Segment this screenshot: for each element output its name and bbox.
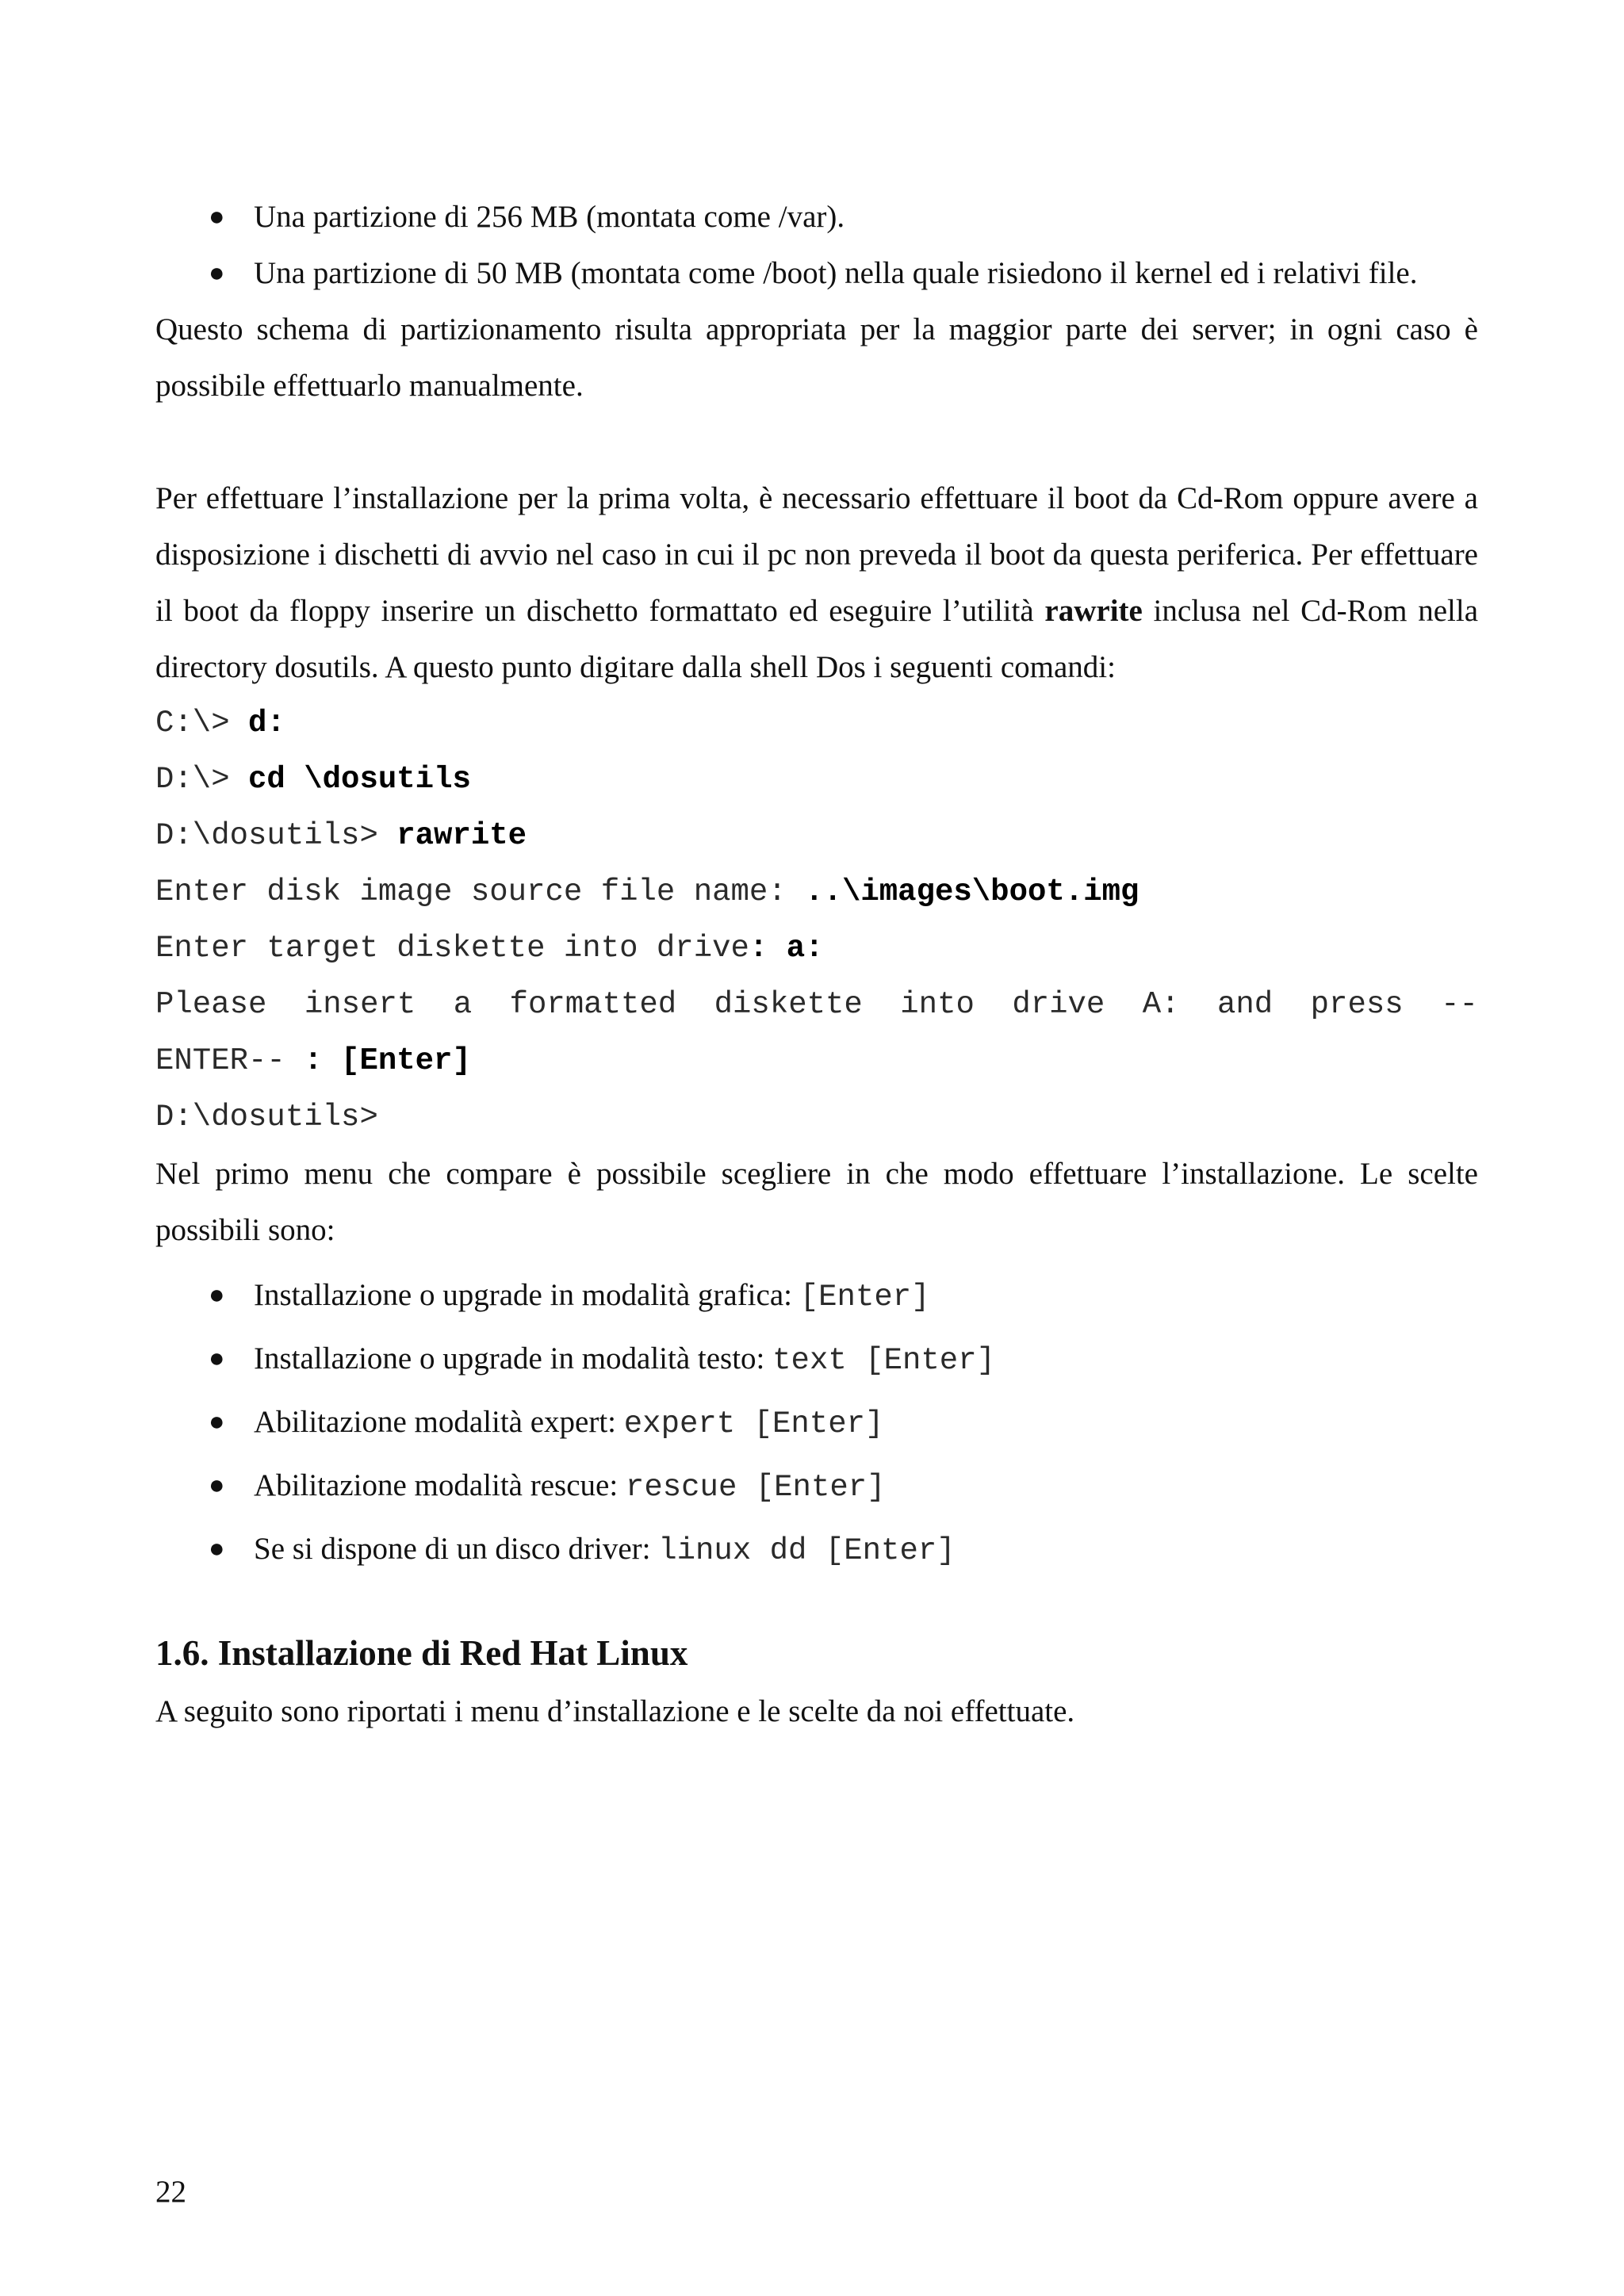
page-body [155,189,1478,1739]
code-block [155,695,1478,1146]
list-item: ● Una partizione di 50 MB (montata come /boot) nella quale risiedono il kernel ed i relativi file. [155,245,1478,301]
code-line: C:\> d: [155,706,285,740]
code-line: D:\dosutils> [155,1100,378,1135]
bullet-icon: ● [209,1534,225,1563]
paragraph-section-intro: A seguito sono riportati i menu d’installazione e le scelte da noi effettuate. [155,1694,1075,1728]
list-item: ● Abilitazione modalità rescue: rescue [Enter] [155,1455,1478,1518]
list-item: ● Una partizione di 256 MB (montata come /var). [155,189,1478,245]
bullet-icon: ● [209,202,225,232]
list-item: ● Abilitazione modalità expert: expert [Enter] [155,1391,1478,1455]
bullet-icon: ● [209,1407,225,1437]
paragraph-partition-scheme: Questo schema di partizionamento risulta appropriata per la maggior parte dei server; in ogni caso è possibile effettuarlo manualmente. [155,312,1478,403]
paragraph-boot-instructions: Per effettuare l’installazione per la prima volta, è necessario effettuare il boot da Cd-Rom oppure avere a disposizione i dischetti di avvio nel caso in cui il pc non preveda il boot da questa periferica. Per effettuare il boot da floppy inserire un dischetto formattato ed eseguire l’utilità rawrite inclusa nel Cd-Rom nella directory dosutils. A questo punto digitare dalla shell Dos i seguenti comandi: [155,481,1478,684]
page-number: 22 [155,2175,186,2209]
paragraph-menu-intro: Nel primo menu che compare è possibile scegliere in che modo effettuare l’installazione. Le scelte possibili sono: [155,1157,1478,1247]
bullet-icon: ● [209,1344,225,1373]
list-item: ● Se si dispone di un disco driver: linux dd [Enter] [155,1518,1478,1582]
list-item: ● Installazione o upgrade in modalità grafica: [Enter] [155,1265,1478,1328]
partition-list [155,189,1478,301]
code-line: D:\> cd \dosutils [155,762,471,797]
bullet-icon: ● [209,1280,225,1310]
code-line: Please insert a formatted diskette into drive A: and press -- [155,987,1478,1022]
list-item: ● Installazione o upgrade in modalità testo: text [Enter] [155,1328,1478,1391]
code-line: Enter target diskette into drive: a: [155,931,824,966]
code-line: ENTER-- : [Enter] [155,1043,471,1078]
code-line: D:\dosutils> rawrite [155,818,527,853]
bullet-icon: ● [209,258,225,288]
rawrite-emphasis: rawrite [1044,594,1143,628]
install-options-list [155,1265,1478,1582]
bullet-icon: ● [209,1471,225,1500]
code-line: Enter disk image source file name: ..\images\boot.img [155,874,1139,909]
section-heading: 1.6. Installazione di Red Hat Linux [155,1633,688,1673]
